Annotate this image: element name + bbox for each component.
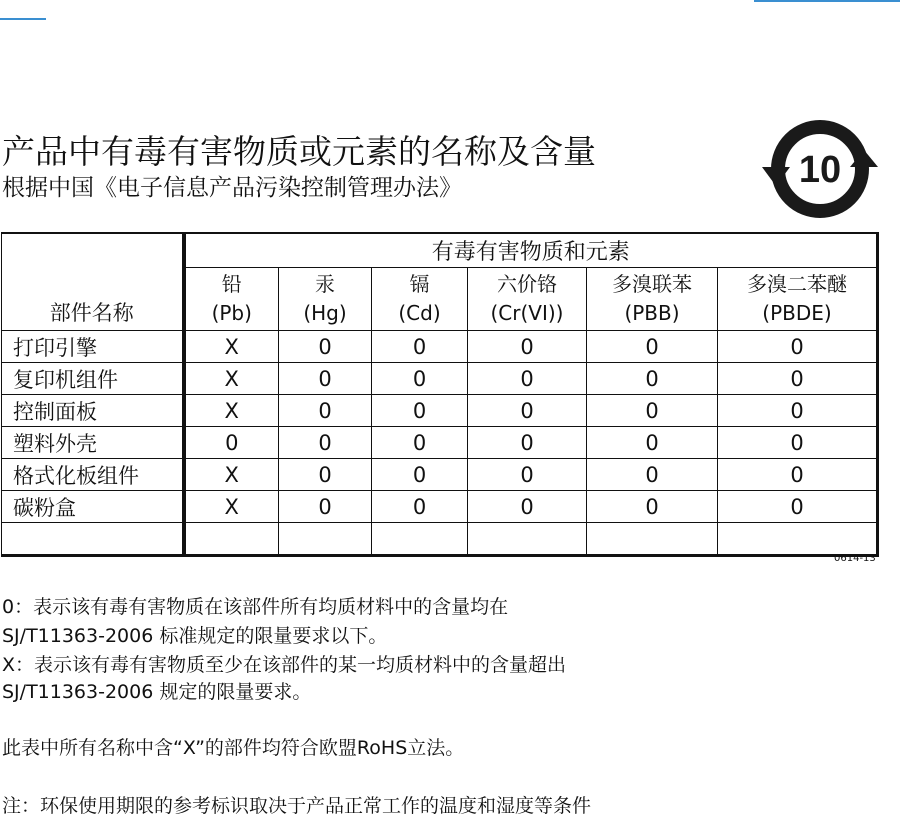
substance-header-cr6: 六价铬 (Cr(VI)) (468, 268, 587, 331)
value-cell: X (184, 491, 279, 523)
table-row (2, 395, 878, 427)
value-cell: 0 (279, 395, 372, 427)
note-x-line-2: SJ/T11363-2006 规定的限量要求。 (2, 681, 312, 703)
note-zero-line-2: SJ/T11363-2006 标准规定的限量要求以下。 (2, 625, 388, 647)
part-name-header: 部件名称 (2, 233, 184, 331)
value-cell: 0 (468, 363, 587, 395)
note-period: 注：环保使用期限的参考标识取决于产品正常工作的温度和湿度等条件 (2, 795, 592, 817)
value-cell (184, 523, 279, 556)
note-x-line-1: X：表示该有毒有害物质至少在该部件的某一均质材料中的含量超出 (2, 654, 567, 676)
value-cell (718, 523, 878, 556)
value-cell: 0 (372, 491, 468, 523)
value-cell: 0 (587, 491, 718, 523)
table-row-empty (2, 523, 878, 556)
value-cell: X (184, 395, 279, 427)
value-cell (468, 523, 587, 556)
part-name-cell: 碳粉盒 (2, 491, 184, 523)
value-cell: 0 (718, 395, 878, 427)
logo-number: 10 (798, 149, 842, 191)
value-cell: 0 (718, 331, 878, 363)
value-cell: 0 (587, 459, 718, 491)
substance-header-pbb: 多溴联苯 (PBB) (587, 268, 718, 331)
value-cell: 0 (279, 331, 372, 363)
top-right-rule (754, 0, 900, 2)
part-name-cell (2, 523, 184, 556)
document-code: 0614-13 (834, 553, 876, 564)
note-rohs: 此表中所有名称中含“X”的部件均符合欧盟RoHS立法。 (2, 737, 465, 759)
value-cell: 0 (468, 491, 587, 523)
value-cell: 0 (587, 331, 718, 363)
table-row (2, 363, 878, 395)
table-row (2, 331, 878, 363)
value-cell: 0 (718, 363, 878, 395)
value-cell: 0 (718, 427, 878, 459)
page-title: 产品中有毒有害物质或元素的名称及含量 (2, 132, 596, 171)
value-cell: 0 (372, 427, 468, 459)
substance-header-pb: 铅 (Pb) (184, 268, 279, 331)
substance-header-hg: 汞 (Hg) (279, 268, 372, 331)
value-cell: 0 (587, 427, 718, 459)
table-group-header-row (2, 233, 878, 268)
value-cell: X (184, 363, 279, 395)
value-cell: 0 (279, 491, 372, 523)
substance-header-cd: 镉 (Cd) (372, 268, 468, 331)
value-cell (372, 523, 468, 556)
value-cell (279, 523, 372, 556)
top-left-rule (0, 18, 46, 20)
value-cell: 0 (279, 427, 372, 459)
page-subtitle: 根据中国《电子信息产品污染控制管理办法》 (2, 175, 462, 201)
value-cell: 0 (718, 491, 878, 523)
note-zero-line-1: 0：表示该有毒有害物质在该部件所有均质材料中的含量均在 (2, 596, 509, 618)
substance-group-header: 有毒有害物质和元素 (184, 233, 878, 268)
value-cell: 0 (468, 331, 587, 363)
value-cell: X (184, 331, 279, 363)
part-name-cell: 打印引擎 (2, 331, 184, 363)
value-cell: 0 (372, 331, 468, 363)
value-cell: 0 (372, 459, 468, 491)
value-cell (587, 523, 718, 556)
value-cell: 0 (184, 427, 279, 459)
value-cell: X (184, 459, 279, 491)
value-cell: 0 (718, 459, 878, 491)
value-cell: 0 (468, 427, 587, 459)
value-cell: 0 (372, 395, 468, 427)
table-row (2, 491, 878, 523)
value-cell: 0 (279, 459, 372, 491)
value-cell: 0 (372, 363, 468, 395)
table-row (2, 427, 878, 459)
part-name-cell: 控制面板 (2, 395, 184, 427)
value-cell: 0 (468, 459, 587, 491)
substance-header-pbde: 多溴二苯醚 (PBDE) (718, 268, 878, 331)
table-row (2, 459, 878, 491)
part-name-cell: 复印机组件 (2, 363, 184, 395)
value-cell: 0 (587, 363, 718, 395)
environmental-protection-period-logo (762, 120, 878, 220)
value-cell: 0 (468, 395, 587, 427)
value-cell: 0 (279, 363, 372, 395)
part-name-cell: 格式化板组件 (2, 459, 184, 491)
hazardous-substance-table (1, 232, 879, 557)
part-name-cell: 塑料外壳 (2, 427, 184, 459)
value-cell: 0 (587, 395, 718, 427)
